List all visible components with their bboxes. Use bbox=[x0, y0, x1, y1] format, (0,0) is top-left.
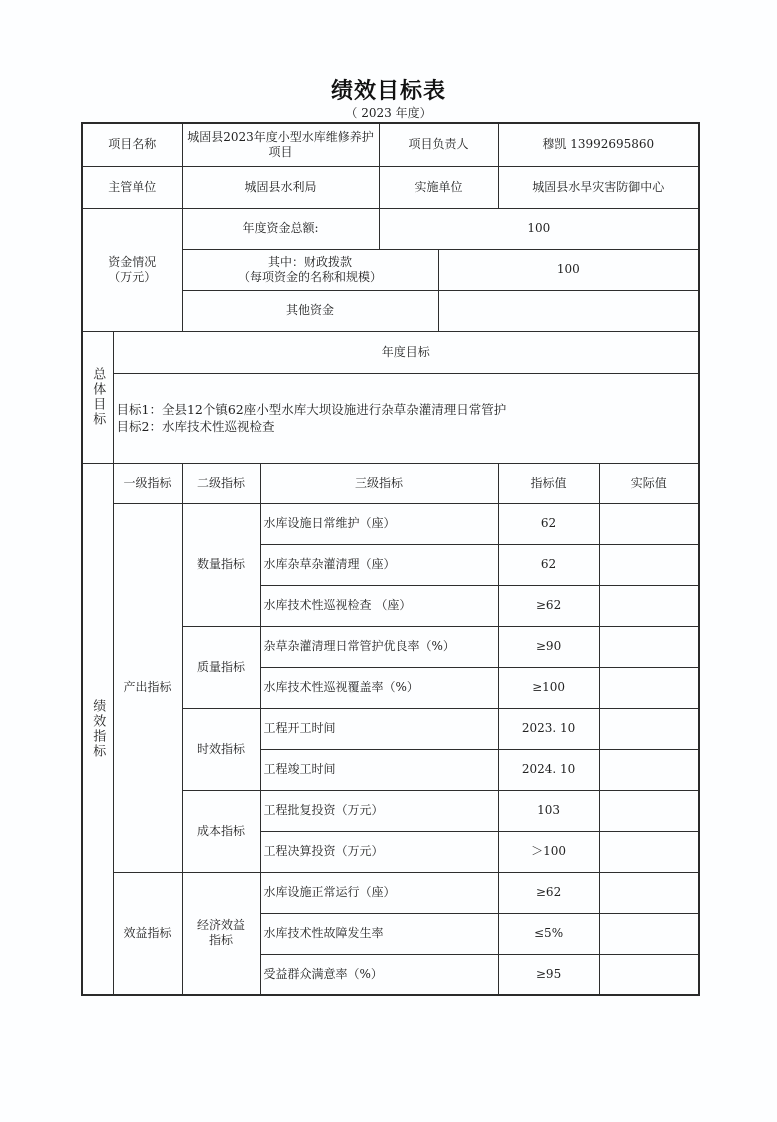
table-row bbox=[82, 503, 699, 544]
actual-value bbox=[599, 708, 699, 749]
table-row bbox=[82, 872, 699, 913]
level3-name: 水库杂草杂灌清理（座） bbox=[260, 544, 498, 585]
column-header-target-value: 指标值 bbox=[498, 463, 599, 503]
funds-total-label: 年度资金总额: bbox=[182, 208, 379, 249]
actual-value bbox=[599, 790, 699, 831]
project-lead-value: 穆凯 13992695860 bbox=[498, 123, 699, 166]
goal-item: 目标2：水库技术性巡视检查 bbox=[116, 419, 275, 434]
actual-value bbox=[599, 913, 699, 954]
funds-label: 资金情况 bbox=[108, 254, 157, 269]
column-header-level1: 一级指标 bbox=[113, 463, 182, 503]
actual-value bbox=[599, 667, 699, 708]
level3-name: 水库设施日常维护（座） bbox=[260, 503, 498, 544]
level3-name: 受益群众满意率（%） bbox=[260, 954, 498, 995]
supervisor-label: 主管单位 bbox=[82, 166, 182, 208]
level3-name: 水库设施正常运行（座） bbox=[260, 872, 498, 913]
target-value: ≥62 bbox=[498, 585, 599, 626]
actual-value bbox=[599, 626, 699, 667]
level1-benefit: 效益指标 bbox=[113, 872, 182, 995]
target-value: ＞100 bbox=[498, 831, 599, 872]
target-value: 62 bbox=[498, 503, 599, 544]
target-value: 103 bbox=[498, 790, 599, 831]
target-value: ≥95 bbox=[498, 954, 599, 995]
overall-goal-content bbox=[113, 373, 699, 463]
actual-value bbox=[599, 585, 699, 626]
level3-name: 杂草杂灌清理日常管护优良率（%） bbox=[260, 626, 498, 667]
fiscal-sublabel: （每项资金的名称和规模） bbox=[238, 269, 383, 284]
column-header-actual-value: 实际值 bbox=[599, 463, 699, 503]
target-value: 2024. 10 bbox=[498, 749, 599, 790]
level2-cost: 成本指标 bbox=[182, 790, 260, 872]
actual-value bbox=[599, 503, 699, 544]
actual-value bbox=[599, 544, 699, 585]
indicators-section-label bbox=[82, 463, 113, 995]
funds-fiscal-label bbox=[182, 249, 438, 290]
level2-timeliness: 时效指标 bbox=[182, 708, 260, 790]
funds-total-value: 100 bbox=[379, 208, 699, 249]
project-lead-label: 项目负责人 bbox=[379, 123, 498, 166]
target-value: ≥90 bbox=[498, 626, 599, 667]
actual-value bbox=[599, 954, 699, 995]
level2-economic-benefit: 经济效益指标 bbox=[182, 872, 260, 995]
target-value: 62 bbox=[498, 544, 599, 585]
actual-value bbox=[599, 831, 699, 872]
actual-value bbox=[599, 749, 699, 790]
goal-item: 目标1：全县12个镇62座小型水库大坝设施进行杂草杂灌清理日常管护 bbox=[116, 402, 507, 417]
overall-goal-section-label bbox=[82, 331, 113, 463]
implementer-label: 实施单位 bbox=[379, 166, 498, 208]
document-year: （ 2023 年度） bbox=[345, 106, 432, 120]
performance-target-table bbox=[81, 122, 700, 996]
indicators-label: 绩效指标 bbox=[90, 698, 106, 759]
funds-unit: （万元） bbox=[108, 269, 157, 284]
supervisor-value: 城固县水利局 bbox=[182, 166, 379, 208]
funds-other-label: 其他资金 bbox=[182, 290, 438, 331]
level3-name: 水库技术性巡视覆盖率（%） bbox=[260, 667, 498, 708]
actual-value bbox=[599, 872, 699, 913]
funds-other-value bbox=[438, 290, 699, 331]
project-name-value: 城固县2023年度小型水库维修养护项目 bbox=[182, 123, 379, 166]
level2-quantity: 数量指标 bbox=[182, 503, 260, 626]
document-title: 绩效目标表 bbox=[330, 79, 446, 104]
implementer-value: 城固县水旱灾害防御中心 bbox=[498, 166, 699, 208]
level3-name: 工程批复投资（万元） bbox=[260, 790, 498, 831]
level3-name: 水库技术性故障发生率 bbox=[260, 913, 498, 954]
overall-goal-header: 年度目标 bbox=[113, 331, 699, 373]
overall-goal-label: 总体目标 bbox=[90, 367, 106, 427]
level3-name: 水库技术性巡视检查 （座） bbox=[260, 585, 498, 626]
target-value: ≤5% bbox=[498, 913, 599, 954]
level3-name: 工程开工时间 bbox=[260, 708, 498, 749]
project-name-label: 项目名称 bbox=[82, 123, 182, 166]
target-value: ≥62 bbox=[498, 872, 599, 913]
level2-quality: 质量指标 bbox=[182, 626, 260, 708]
column-header-level3: 三级指标 bbox=[260, 463, 498, 503]
level3-name: 工程决算投资（万元） bbox=[260, 831, 498, 872]
level3-name: 工程竣工时间 bbox=[260, 749, 498, 790]
target-value: 2023. 10 bbox=[498, 708, 599, 749]
funds-fiscal-value: 100 bbox=[438, 249, 699, 290]
funds-section-label bbox=[82, 208, 182, 331]
fiscal-label: 其中：财政拨款 bbox=[268, 254, 353, 269]
level1-output: 产出指标 bbox=[113, 503, 182, 872]
column-header-level2: 二级指标 bbox=[182, 463, 260, 503]
target-value: ≥100 bbox=[498, 667, 599, 708]
